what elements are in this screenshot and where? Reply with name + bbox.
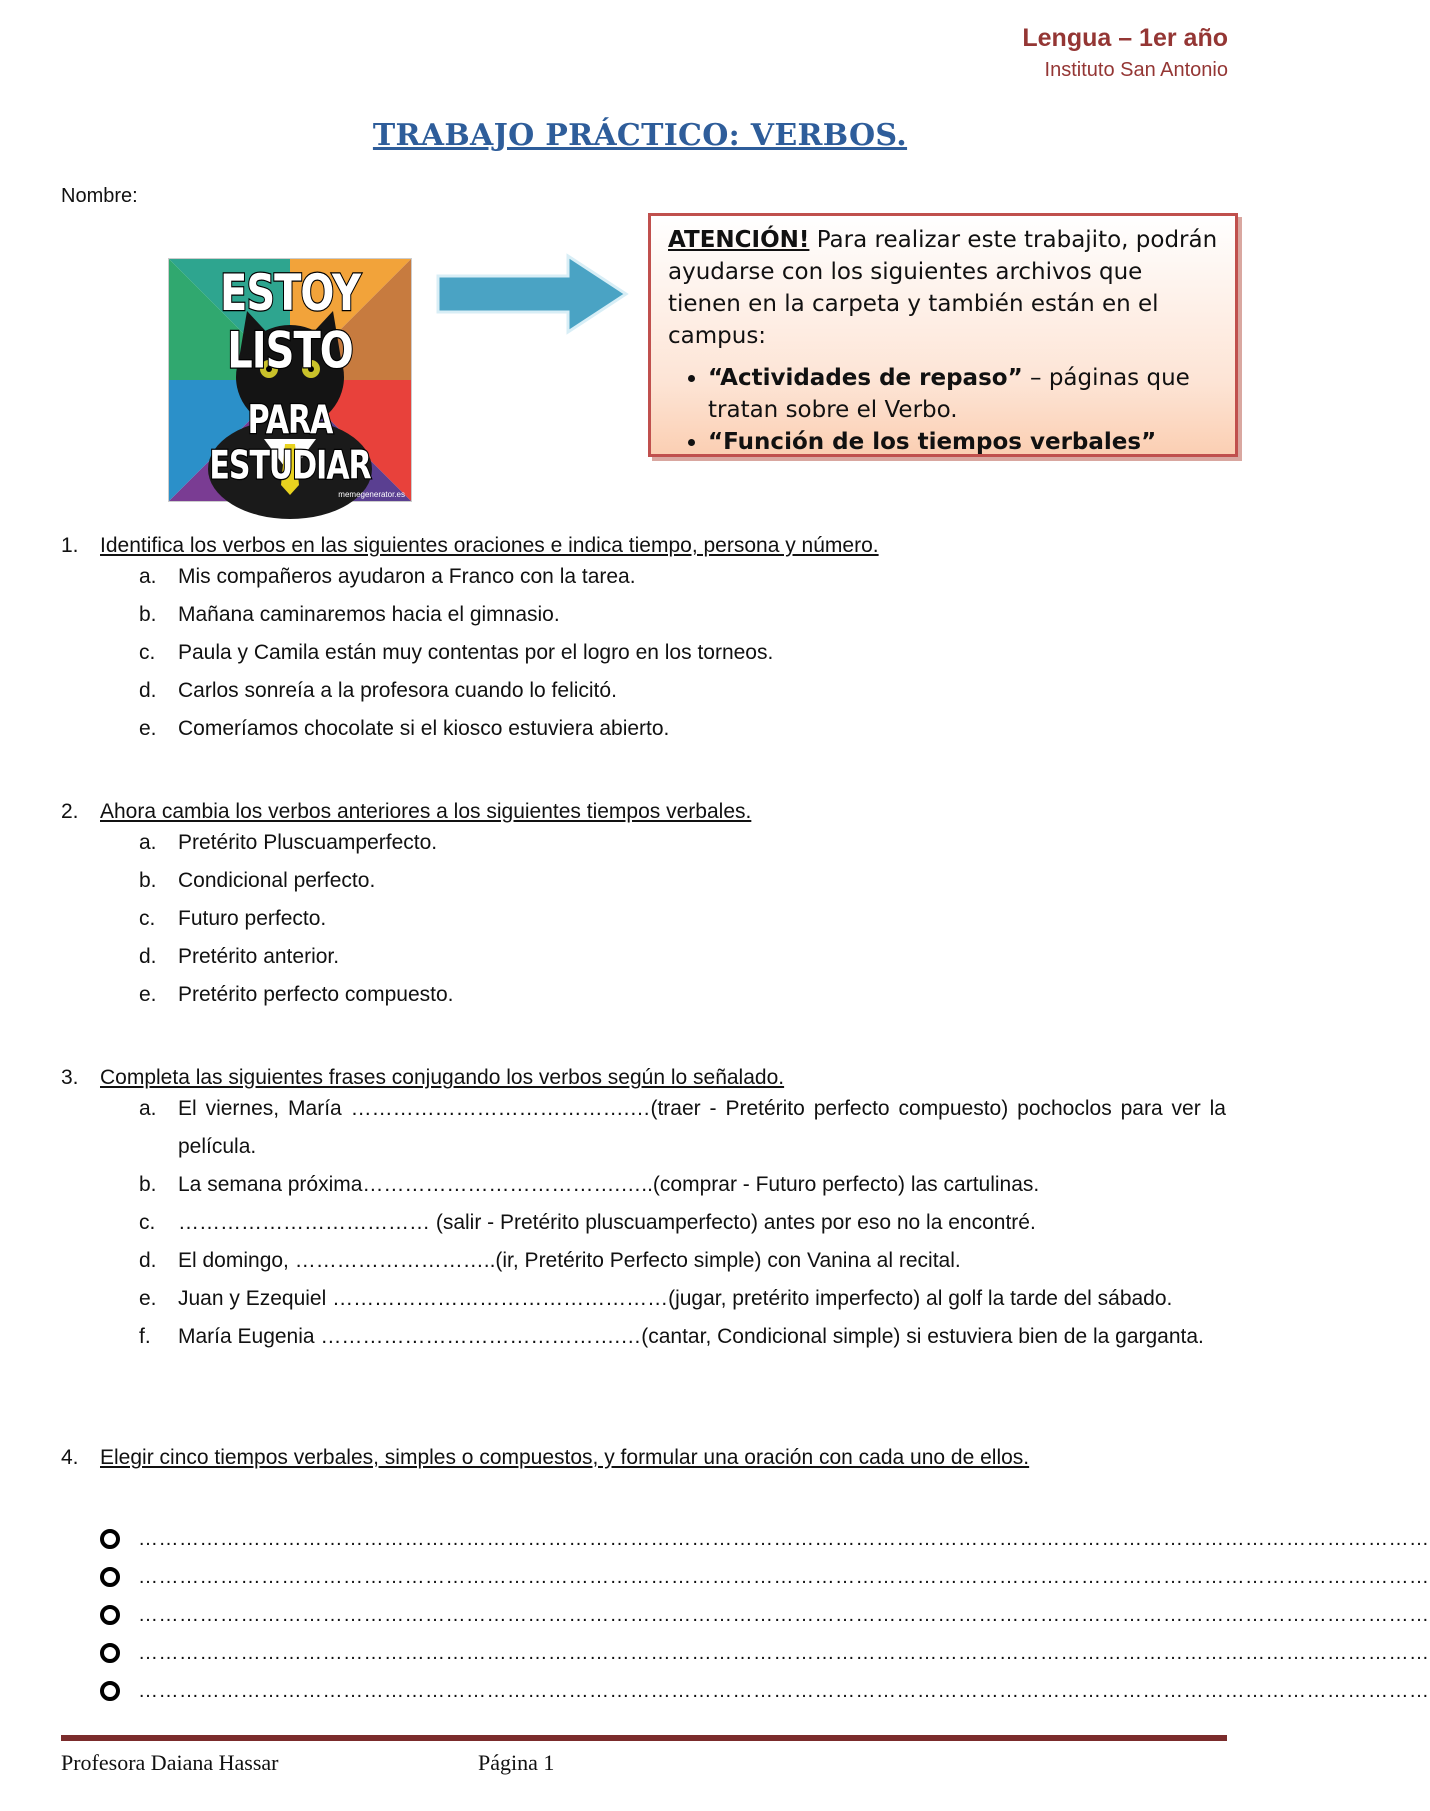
footer-divider xyxy=(61,1735,1227,1741)
item-letter: d. xyxy=(139,679,157,702)
answer-line[interactable] xyxy=(100,1596,1430,1634)
item-text: Mis compañeros ayudaron a Franco con la tarea. xyxy=(178,565,636,588)
item-letter: e. xyxy=(139,983,157,1006)
page-header xyxy=(1022,24,1228,82)
meme-image xyxy=(168,258,412,502)
answer-line[interactable] xyxy=(100,1520,1430,1558)
list-item xyxy=(139,710,1226,748)
item-text: Pretérito Pluscuamperfecto. xyxy=(178,831,438,854)
question-title: Completa las siguientes frases conjugando los verbos según lo señalado. xyxy=(100,1066,785,1089)
subject-label: Lengua – 1er año xyxy=(1022,24,1228,52)
list-item xyxy=(139,862,1226,900)
item-text: La semana próxima……………………………….…..(comprar - Futuro perfecto) las cartulinas. xyxy=(178,1173,1040,1196)
question-title: Elegir cinco tiempos verbales, simples o compuestos, y formular una oración con cada uno de ellos. xyxy=(100,1446,1030,1469)
item-text: El viernes, María ………………………………….…(traer - Pretérito perfecto compuesto) pochoclos para ver la película. xyxy=(178,1097,1226,1158)
list-item xyxy=(139,1280,1226,1318)
item-text: Carlos sonreía a la profesora cuando lo felicitó. xyxy=(178,679,617,702)
answer-lines xyxy=(100,1520,1430,1710)
answer-line-dots: ……………………………………………………………………………………………………………………………………………………………………… xyxy=(138,1527,1430,1550)
item-text: Pretérito anterior. xyxy=(178,945,340,968)
answer-line[interactable] xyxy=(100,1634,1430,1672)
attention-heading: ATENCIÓN! xyxy=(668,227,810,253)
right-arrow-icon xyxy=(438,254,628,334)
answer-line-dots: ……………………………………………………………………………………………………………………………………………………………………… xyxy=(138,1565,1430,1588)
answer-line[interactable] xyxy=(100,1558,1430,1596)
item-letter: a. xyxy=(139,1097,157,1120)
item-letter: c. xyxy=(139,1211,156,1234)
question-title: Ahora cambia los verbos anteriores a los siguientes tiempos verbales. xyxy=(100,800,752,823)
circle-bullet-icon xyxy=(100,1643,120,1663)
list-item xyxy=(139,596,1226,634)
answer-line-dots: ……………………………………………………………………………………………………………………………………………………………………… xyxy=(138,1603,1430,1626)
circle-bullet-icon xyxy=(100,1529,120,1549)
item-letter: f. xyxy=(139,1325,151,1348)
footer-teacher: Profesora Daiana Hassar xyxy=(61,1750,279,1775)
item-text: Condicional perfecto. xyxy=(178,869,376,892)
attention-box xyxy=(648,213,1238,457)
item-text: Mañana caminaremos hacia el gimnasio. xyxy=(178,603,560,626)
item-letter: d. xyxy=(139,945,157,968)
list-item xyxy=(139,1242,1226,1280)
name-field-label: Nombre: xyxy=(61,185,138,207)
answer-line-dots: ……………………………………………………………………………………………………………………………………………………………………… xyxy=(138,1679,1430,1702)
item-text: Paula y Camila están muy contentas por el logro en los torneos. xyxy=(178,641,774,664)
circle-bullet-icon xyxy=(100,1567,120,1587)
item-text: Futuro perfecto. xyxy=(178,907,327,930)
list-item xyxy=(139,900,1226,938)
item-text: ……………………………… (salir - Pretérito pluscuamperfecto) antes por eso no la encontré. xyxy=(178,1211,1036,1234)
item-text: Juan y Ezequiel …………………………………………(jugar, pretérito imperfecto) al golf la tarde del sábado. xyxy=(178,1287,1173,1310)
question-4 xyxy=(61,1446,1226,1470)
item-text: María Eugenia …………………………………….…(cantar, Condicional simple) si estuviera bien de la garganta. xyxy=(178,1325,1204,1348)
list-item xyxy=(139,558,1226,596)
question-number: 1. xyxy=(61,534,79,557)
list-item xyxy=(139,1090,1226,1166)
item-text: Comeríamos chocolate si el kiosco estuviera abierto. xyxy=(178,717,670,740)
resource-list xyxy=(668,362,1219,458)
list-item xyxy=(139,938,1226,976)
item-text: Pretérito perfecto compuesto. xyxy=(178,983,454,1006)
item-letter: c. xyxy=(139,907,156,930)
list-item xyxy=(139,1204,1226,1242)
footer-page-number: Página 1 xyxy=(478,1750,555,1775)
item-letter: a. xyxy=(139,831,157,854)
answer-line-dots: ……………………………………………………………………………………………………………………………………………………………………… xyxy=(138,1641,1430,1664)
question-number: 3. xyxy=(61,1066,79,1089)
item-letter: d. xyxy=(139,1249,157,1272)
meme-top-text: ESTOY LISTO xyxy=(220,265,360,380)
list-item xyxy=(139,672,1226,710)
question-2 xyxy=(61,800,1226,1014)
list-item xyxy=(139,1166,1226,1204)
item-letter: a. xyxy=(139,565,157,588)
attention-text xyxy=(668,224,1219,352)
question-1 xyxy=(61,534,1226,748)
resource-item-title: “Actividades de repaso” xyxy=(708,365,1023,391)
page-title: TRABAJO PRÁCTICO: VERBOS. xyxy=(372,118,908,153)
list-item xyxy=(139,976,1226,1014)
question-number: 4. xyxy=(61,1446,79,1469)
item-text: El domingo, ………………………..(ir, Pretérito Perfecto simple) con Vanina al recital. xyxy=(178,1249,961,1272)
resource-item xyxy=(708,362,1219,426)
item-letter: e. xyxy=(139,717,157,740)
meme-bottom-text: PARA ESTUDIAR xyxy=(209,398,371,489)
question-3 xyxy=(61,1066,1226,1356)
list-item xyxy=(139,824,1226,862)
school-name: Instituto San Antonio xyxy=(1044,59,1228,81)
circle-bullet-icon xyxy=(100,1681,120,1701)
item-letter: b. xyxy=(139,1173,157,1196)
item-letter: b. xyxy=(139,603,157,626)
question-title: Identifica los verbos en las siguientes oraciones e indica tiempo, persona y número. xyxy=(100,534,879,557)
item-letter: e. xyxy=(139,1287,157,1310)
list-item xyxy=(139,1318,1226,1356)
resource-item xyxy=(708,426,1219,458)
question-number: 2. xyxy=(61,800,79,823)
attention-body: Para realizar este trabajito, podrán ayudarse con los siguientes archivos que tienen en la carpeta y también están en el campus: xyxy=(668,227,1218,349)
list-item xyxy=(139,634,1226,672)
resource-item-title: “Función de los tiempos verbales” xyxy=(708,429,1157,455)
item-letter: c. xyxy=(139,641,156,664)
meme-watermark: memegenerator.es xyxy=(338,490,405,499)
circle-bullet-icon xyxy=(100,1605,120,1625)
resource-item-text: – páginas que tratan sobre el Verbo. xyxy=(708,365,1190,423)
answer-line[interactable] xyxy=(100,1672,1430,1710)
item-letter: b. xyxy=(139,869,157,892)
